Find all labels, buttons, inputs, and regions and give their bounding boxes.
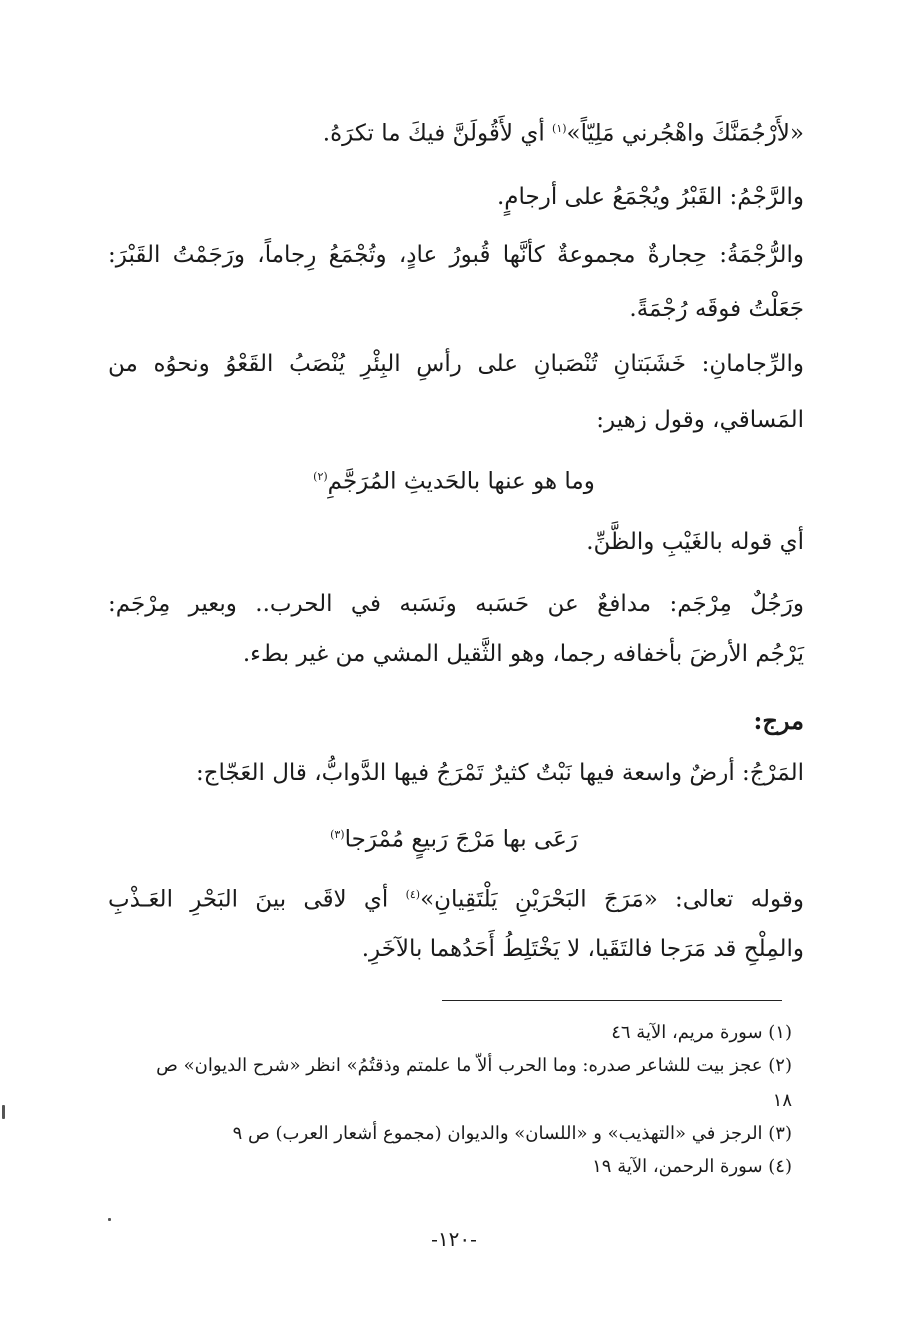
footnote-2: (٢) عجز بيت للشاعر صدره: وما الحرب ألاّ ما علمتم وذقتُمُ» انظر «شرح الديوان» ص [156, 1055, 792, 1076]
text-line-3: والرُّجْمَةُ: حِجارةٌ مجموعةٌ كأنَّها قُبورُ عادٍ، وتُجْمَعُ رِجاماً، ورَجَمْتُ القَبْرَ: [108, 242, 804, 268]
verse-1 [0, 462, 908, 497]
footnote-3: (٣) الرجز في «التهذيب» و «اللسان» والديوان (مجموع أشعار العرب) ص ٩ [232, 1123, 792, 1144]
text-line-9: يَرْجُم الأرضَ بأخفافه رجما، وهو الثَّقيل المشي من غير بطء. [242, 641, 804, 667]
text-line-6: المَساقي، وقول زهير: [596, 407, 804, 433]
text-line-11 [108, 880, 804, 915]
text-line-4: جَعَلْتُ فوقَه رُجْمَةً. [629, 296, 804, 322]
footnote-4: (٤) سورة الرحمن، الآية ١٩ [592, 1156, 792, 1177]
quote-text: «لأَرْجُمَنَّكَ واهْجُرني مَلِيّاً» [566, 120, 804, 147]
scan-speck [108, 1218, 111, 1221]
text-line-1 [323, 114, 804, 149]
footnote-ref-2: (٢) [313, 470, 328, 483]
footnote-divider [442, 1000, 782, 1001]
verse-2-text: رَعَى بها مَرْجَ رَبيعٍ مُمْرَجا [344, 826, 578, 853]
text-line-5: والرِّجامانِ: خَشَبَتانِ تُنْصَبانِ على رأسِ البِئْرِ يُنْصَبُ القَعْوُ ونحوُه من [108, 351, 804, 377]
text-line-2: والرَّجْمُ: القَبْرُ ويُجْمَعُ على أرجامٍ. [496, 184, 804, 210]
quote-explanation: أي لاقَى بينَ البَحْرِ العَـذْبِ [108, 886, 389, 913]
verse-2 [0, 820, 908, 855]
quote-explanation: أي لأَقُولَنَّ فيكَ ما تكرَهُ. [322, 120, 545, 147]
footnote-2-continuation: ١٨ [772, 1090, 792, 1111]
entry-heading: مرج: [753, 706, 804, 735]
text-line-8: ورَجُلٌ مِرْجَم: مدافعٌ عن حَسَبه ونَسَبه في الحرب.. وبعير مِرْجَم: [108, 591, 804, 617]
footnote-ref-3: (٣) [330, 828, 345, 841]
scan-mark-left [2, 1105, 5, 1119]
footnote-1: (١) سورة مريم، الآية ٤٦ [611, 1022, 792, 1043]
verse-1-text: وما هو عنها بالحَديثِ المُرَجَّمِ [327, 468, 595, 495]
quran-quote: وقوله تعالى: «مَرَجَ البَحْرَيْنِ يَلْتَقِيانِ» [420, 886, 805, 913]
footnote-ref-4: (٤) [405, 888, 421, 901]
text-line-10: المَرْجُ: أرضٌ واسعة فيها نَبْتٌ كثيرٌ تَمْرَجُ فيها الدَّوابُّ، قال العَجّاج: [195, 760, 804, 786]
text-line-12: والمِلْحِ قد مَرَجا فالتَقَيا، لا يَخْتَلِطُ أَحَدُهما بالآخَرِ. [361, 936, 804, 962]
text-line-7: أي قوله بالغَيْبِ والظَّنِّ. [586, 529, 804, 555]
footnote-ref-1: (١) [552, 122, 567, 135]
page-number: -١٢٠- [431, 1227, 477, 1251]
